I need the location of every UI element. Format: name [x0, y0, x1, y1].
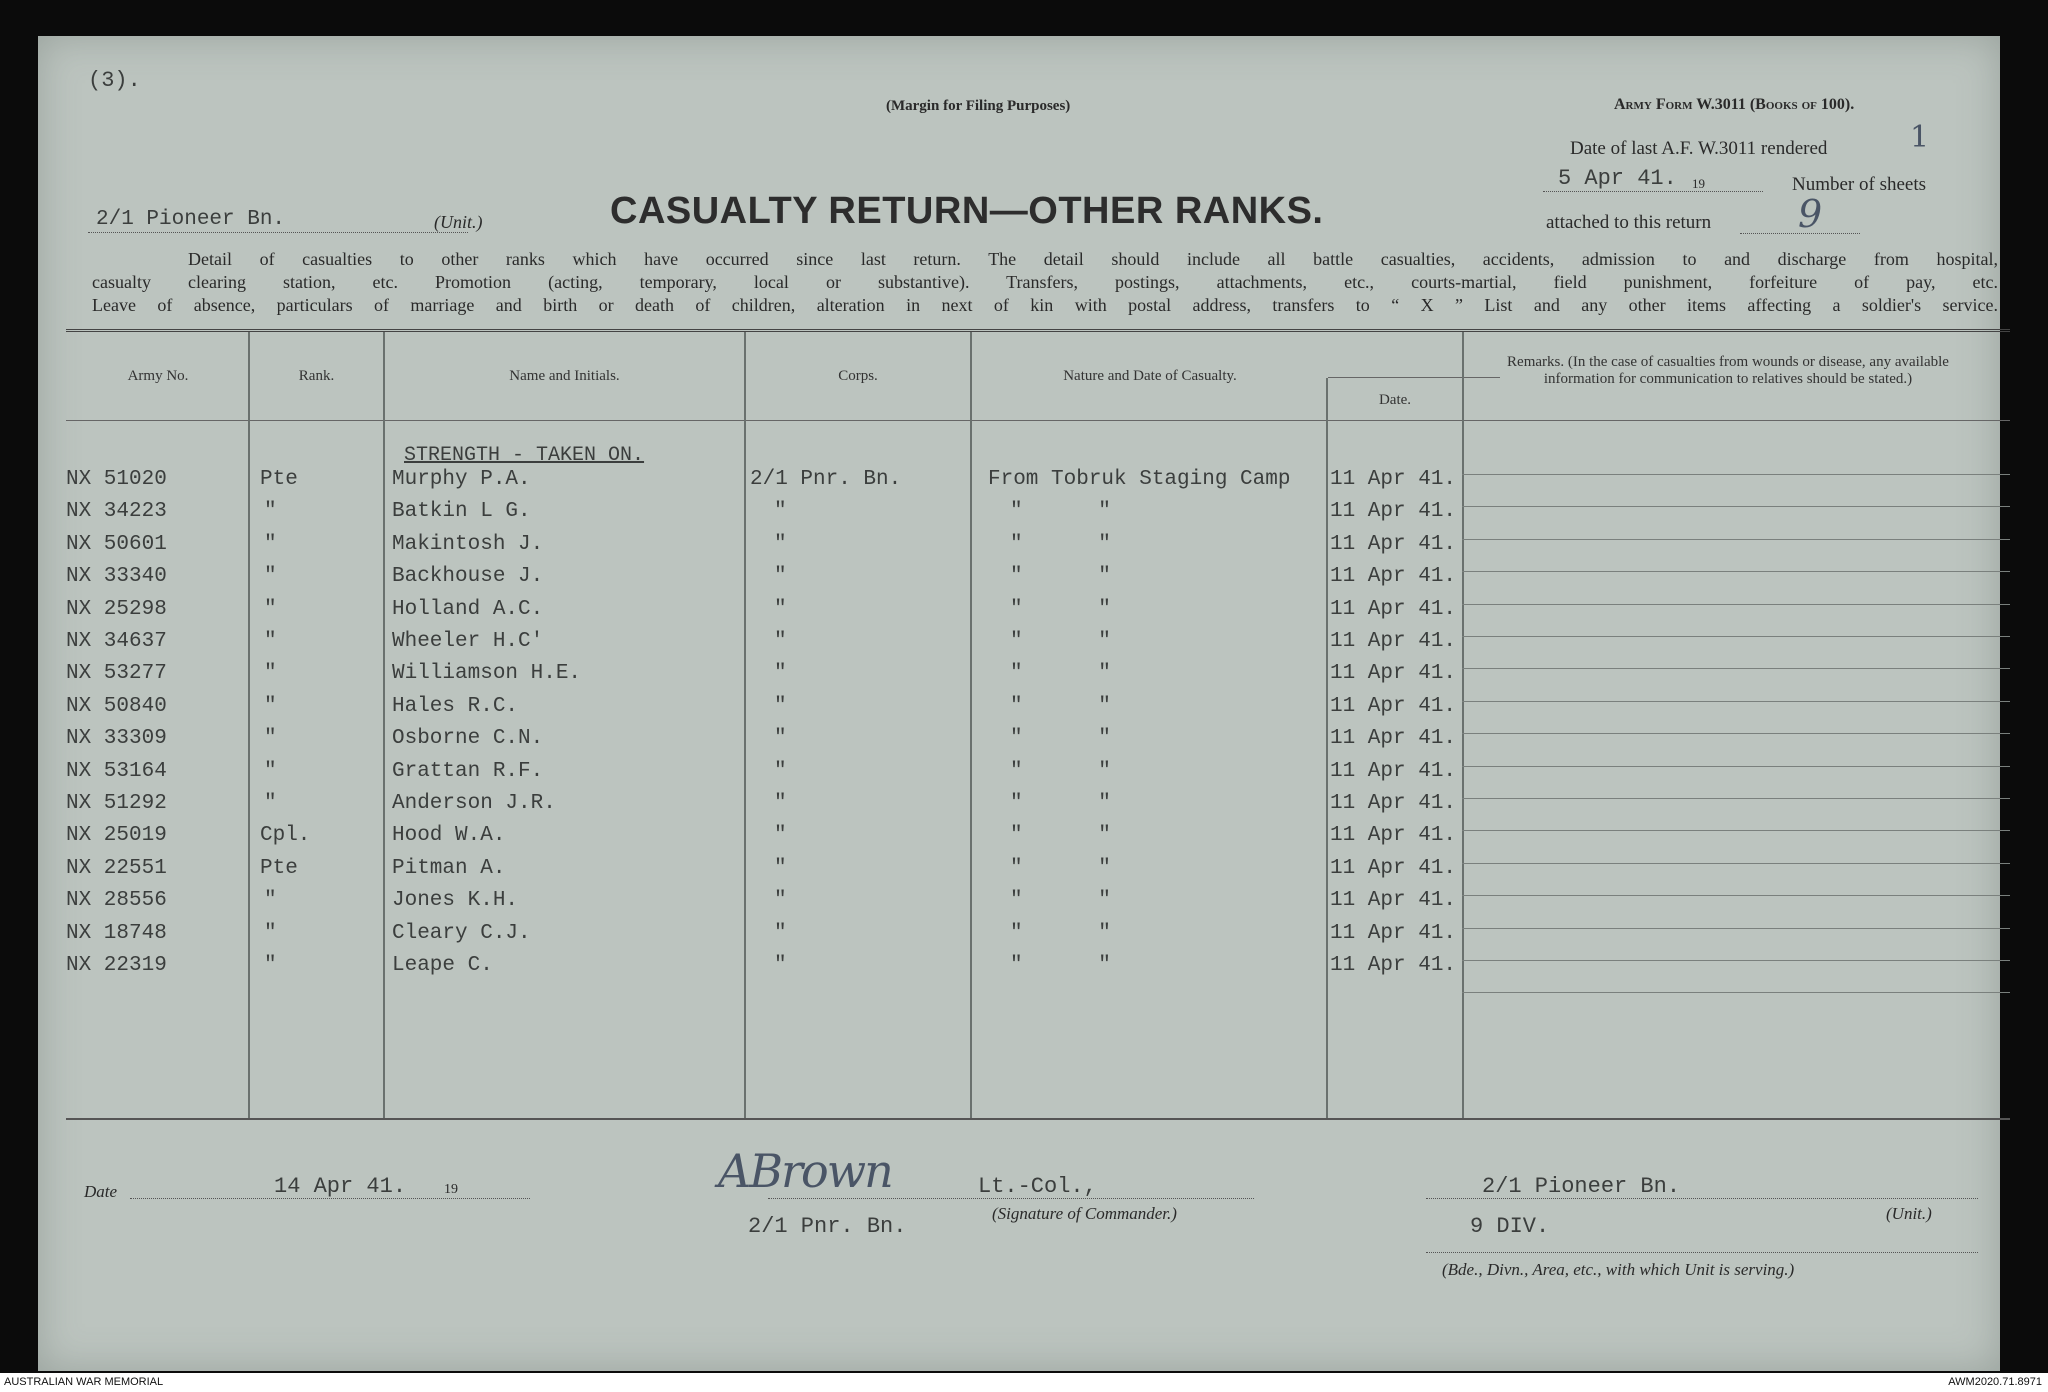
cell-rank: " [264, 889, 277, 913]
date-last-underline [1543, 191, 1763, 192]
cell-nature: " " [1010, 694, 1111, 718]
cell-date: 11 Apr 41. [1330, 500, 1457, 524]
cell-army-no: NX 50840 [66, 694, 167, 718]
cell-nature: " " [1010, 759, 1111, 783]
unit-underline [88, 232, 468, 233]
sheet-number: 1 [1910, 120, 1930, 155]
cell-date: 11 Apr 41. [1330, 468, 1457, 491]
cell-army-no: NX 18748 [66, 921, 167, 945]
cell-rank: Pte [260, 856, 298, 880]
header-nature: Nature and Date of Casualty. [1063, 368, 1237, 384]
col-divider-1 [248, 332, 250, 1118]
cell-rank: " [264, 597, 277, 621]
cell-name: Grattan R.F. [392, 759, 544, 783]
cell-army-no: NX 22319 [66, 954, 167, 977]
table-top-rule [66, 329, 2010, 332]
cell-army-no: NX 51020 [66, 468, 167, 491]
cell-army-no: NX 51292 [66, 792, 167, 815]
col-divider-4 [970, 332, 972, 1118]
cell-date: 11 Apr 41. [1330, 662, 1457, 686]
margin-note: (Margin for Filing Purposes) [886, 98, 1071, 114]
footer-div-underline [1426, 1252, 1978, 1253]
instruction-line-2: casualty clearing station, etc. Promotion (acting, temporary, local or substantive). Transfers, postings, attachments, etc., courts-martial, field punishment, forfeiture of pay, etc. [92, 272, 1998, 292]
footer-date-value: 14 Apr 41. [274, 1174, 407, 1199]
cell-rank: Pte [260, 468, 298, 491]
cell-army-no: NX 33340 [66, 565, 167, 589]
cell-corps: " [774, 597, 787, 621]
cell-corps: " [774, 889, 787, 913]
commander-signature: ABrown [718, 1144, 892, 1198]
col-divider-6 [1462, 332, 1464, 1118]
cell-nature: " " [1010, 954, 1111, 977]
credit-right: AWM2020.71.8971 [1948, 1376, 2042, 1388]
remarks-row-rule [1462, 604, 2010, 605]
cell-date: 11 Apr 41. [1330, 759, 1457, 783]
cell-nature: " " [1010, 921, 1111, 945]
cell-name: Osborne C.N. [392, 727, 544, 751]
cell-rank: " [264, 694, 277, 718]
remarks-row-rule [1462, 992, 2010, 993]
cell-date: 11 Apr 41. [1330, 824, 1457, 848]
cell-name: Holland A.C. [392, 597, 544, 621]
footer-date-label: Date [84, 1182, 118, 1201]
col-divider-5 [1326, 378, 1328, 1118]
cell-nature: " " [1010, 889, 1111, 913]
cell-army-no: NX 25019 [66, 824, 167, 848]
cell-rank: " [264, 727, 277, 751]
cell-nature: " " [1010, 500, 1111, 524]
cell-name: Hales R.C. [392, 694, 519, 718]
cell-corps: " [774, 500, 787, 524]
remarks-row-rule [1462, 636, 2010, 637]
cell-nature: " " [1010, 824, 1111, 848]
cell-nature: " " [1010, 597, 1111, 621]
col-divider-2 [383, 332, 385, 1118]
unit-label: (Unit.) [434, 212, 483, 232]
cell-army-no: NX 25298 [66, 597, 167, 621]
remarks-row-rule [1462, 960, 2010, 961]
attached-label: attached to this return [1546, 212, 1712, 233]
cell-name: Cleary C.J. [392, 921, 531, 945]
date-last-label: Date of last A.F. W.3011 rendered [1570, 138, 1828, 159]
table-bottom-rule [66, 1118, 2010, 1120]
cell-date: 11 Apr 41. [1330, 565, 1457, 589]
date-subheader-rule [1328, 377, 1500, 378]
remarks-row-rule [1462, 895, 2010, 896]
cell-nature: " " [1010, 630, 1111, 653]
signature-underline [768, 1198, 1254, 1199]
cell-name: Williamson H.E. [392, 662, 582, 686]
header-date: Date. [1378, 392, 1412, 408]
cell-date: 11 Apr 41. [1330, 954, 1457, 977]
remarks-row-rule [1462, 863, 2010, 864]
cell-name: Wheeler H.C' [392, 630, 544, 653]
number-sheets-label: Number of sheets [1792, 174, 1927, 195]
header-name: Name and Initials. [509, 368, 620, 384]
header-rank: Rank. [298, 368, 335, 384]
remarks-row-rule [1462, 668, 2010, 669]
cell-name: Makintosh J. [392, 532, 544, 556]
footer-unit-underline [1426, 1198, 1978, 1199]
cell-name: Backhouse J. [392, 565, 544, 589]
remarks-row-rule [1462, 733, 2010, 734]
cell-rank: " [264, 759, 277, 783]
cell-nature: " " [1010, 727, 1111, 751]
unit-value: 2/1 Pioneer Bn. [96, 208, 286, 231]
footer-unit-value: 2/1 Pioneer Bn. [1482, 1174, 1681, 1199]
cell-corps: " [774, 662, 787, 686]
remarks-row-rule [1462, 571, 2010, 572]
cell-name: Batkin L G. [392, 500, 531, 524]
cell-date: 11 Apr 41. [1330, 597, 1457, 621]
cell-rank: " [264, 954, 277, 977]
cell-corps: " [774, 694, 787, 718]
section-heading: STRENGTH - TAKEN ON. [404, 444, 645, 467]
cell-corps: " [774, 565, 787, 589]
date-last-value: 5 Apr 41. [1558, 166, 1677, 191]
cell-corps: " [774, 921, 787, 945]
cell-rank: " [264, 662, 277, 686]
cell-name: Hood W.A. [392, 824, 506, 848]
remarks-row-rule [1462, 830, 2010, 831]
instruction-line-3: Leave of absence, particulars of marriage and birth or death of children, alteration in next of kin with postal address, transfers to “ X ” List and any other items affecting a soldier's service. [92, 295, 1998, 315]
footer-date-underline [130, 1198, 530, 1199]
cell-corps: 2/1 Pnr. Bn. [750, 468, 902, 491]
header-corps: Corps. [838, 368, 878, 384]
table-header-rule [66, 420, 2010, 421]
cell-date: 11 Apr 41. [1330, 727, 1457, 751]
signature-unit: 2/1 Pnr. Bn. [748, 1214, 907, 1239]
cell-nature: From Tobruk Staging Camp [988, 468, 1291, 491]
cell-date: 11 Apr 41. [1330, 792, 1457, 815]
footer-rank-title: Lt.-Col., [978, 1174, 1097, 1199]
footer-bde-label: (Bde., Divn., Area, etc., with which Unit is serving.) [1442, 1260, 1795, 1279]
attached-value: 9 [1798, 192, 1823, 236]
cell-corps: " [774, 824, 787, 848]
cell-army-no: NX 33309 [66, 727, 167, 751]
cell-rank: " [264, 565, 277, 589]
cell-rank: " [264, 500, 277, 524]
cell-rank: " [264, 792, 277, 815]
cell-name: Anderson J.R. [392, 792, 556, 815]
cell-army-no: NX 50601 [66, 532, 167, 556]
cell-corps: " [774, 954, 787, 977]
page-title: CASUALTY RETURN—OTHER RANKS. [610, 190, 1324, 232]
cell-army-no: NX 22551 [66, 856, 167, 880]
cell-rank: " [264, 921, 277, 945]
header-remarks: Remarks. (In the case of casualties from wounds or disease, any available information for communication to relatives should be stated.) [1507, 354, 1949, 387]
cell-name: Pitman A. [392, 856, 506, 880]
cell-name: Jones K.H. [392, 889, 519, 913]
cell-nature: " " [1010, 856, 1111, 880]
footer-div-value: 9 DIV. [1470, 1214, 1550, 1239]
cell-date: 11 Apr 41. [1330, 921, 1457, 945]
signature-label: (Signature of Commander.) [992, 1204, 1177, 1223]
remarks-row-rule [1462, 506, 2010, 507]
cell-nature: " " [1010, 662, 1111, 686]
cell-army-no: NX 34637 [66, 630, 167, 653]
cell-nature: " " [1010, 532, 1111, 556]
cell-rank: " [264, 532, 277, 556]
cell-nature: " " [1010, 565, 1111, 589]
cell-date: 11 Apr 41. [1330, 856, 1457, 880]
cell-rank: " [264, 630, 277, 653]
remarks-row-rule [1462, 928, 2010, 929]
remarks-row-rule [1462, 474, 2010, 475]
remarks-row-rule [1462, 798, 2010, 799]
cell-army-no: NX 53164 [66, 759, 167, 783]
col-divider-3 [744, 332, 746, 1118]
cell-army-no: NX 28556 [66, 889, 167, 913]
instruction-line-1: Detail of casualties to other ranks which have occurred since last return. The detail should include all battle casualties, accidents, admission to and discharge from hospital, [188, 249, 1998, 269]
cell-date: 11 Apr 41. [1330, 532, 1457, 556]
cell-rank: Cpl. [260, 824, 311, 848]
cell-name: Leape C. [392, 954, 493, 977]
cell-corps: " [774, 727, 787, 751]
cell-army-no: NX 53277 [66, 662, 167, 686]
footer-date-suffix: 19 [444, 1182, 458, 1197]
cell-corps: " [774, 856, 787, 880]
cell-date: 11 Apr 41. [1330, 630, 1457, 653]
instructions [92, 248, 1998, 317]
cell-corps: " [774, 630, 787, 653]
cell-date: 11 Apr 41. [1330, 889, 1457, 913]
cell-name: Murphy P.A. [392, 468, 531, 491]
remarks-row-rule [1462, 539, 2010, 540]
corner-mark: (3). [88, 68, 141, 93]
footer-unit-label: (Unit.) [1886, 1204, 1932, 1223]
army-form-label: Army Form W.3011 (Books of 100). [1614, 96, 1855, 113]
cell-army-no: NX 34223 [66, 500, 167, 524]
credit-left: AUSTRALIAN WAR MEMORIAL [4, 1376, 164, 1388]
remarks-row-rule [1462, 701, 2010, 702]
cell-nature: " " [1010, 792, 1111, 815]
cell-corps: " [774, 532, 787, 556]
credit-bar [0, 1373, 2048, 1392]
cell-date: 11 Apr 41. [1330, 694, 1457, 718]
header-army-no: Army No. [127, 368, 189, 384]
cell-corps: " [774, 759, 787, 783]
remarks-row-rule [1462, 766, 2010, 767]
cell-corps: " [774, 792, 787, 815]
document-sheet [38, 36, 2000, 1371]
date-last-suffix: 19 [1692, 176, 1705, 191]
